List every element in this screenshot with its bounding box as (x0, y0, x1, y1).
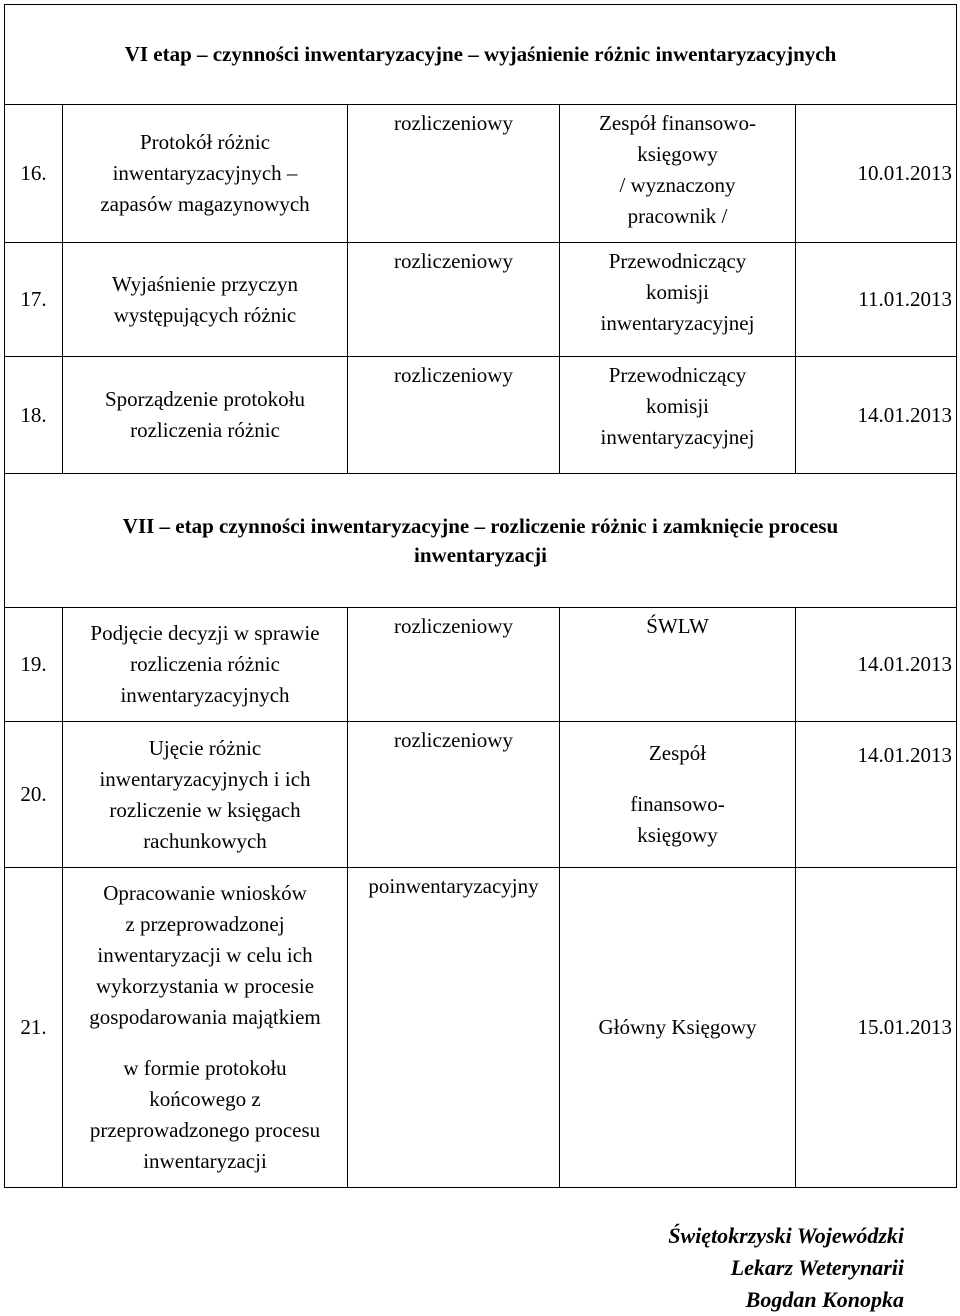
task-cell (63, 105, 348, 243)
type-cell: rozliczeniowy (348, 722, 560, 868)
responsible-line: inwentaryzacyjnej (600, 311, 755, 335)
task-line: inwentaryzacji (143, 1149, 267, 1173)
section-6-title: VI etap – czynności inwentaryzacyjne – wyjaśnienie różnic inwentaryzacyjnych (5, 5, 957, 105)
responsible-cell (560, 243, 796, 357)
task-line: inwentaryzacyjnych (120, 683, 290, 707)
responsible-line: inwentaryzacyjnej (600, 425, 755, 449)
table-row (5, 243, 957, 357)
row-number: 16. (5, 105, 63, 243)
responsible-cell (560, 105, 796, 243)
date-cell: 14.01.2013 (796, 608, 957, 722)
responsible-line: komisji (645, 280, 709, 304)
task-line: Ujęcie różnic (148, 735, 262, 760)
responsible-line: Przewodniczący (608, 363, 747, 387)
task-line: Podjęcie decyzji w sprawie (90, 621, 320, 645)
task-line: Protokół różnic (139, 130, 271, 154)
task-line: gospodarowania majątkiem (89, 1005, 321, 1029)
responsible-line: Zespół finansowo- (599, 111, 756, 135)
task-cell (63, 608, 348, 722)
responsible-line: finansowo- (630, 792, 725, 816)
task-line: inwentaryzacji w celu ich (97, 943, 313, 967)
task-cell (63, 722, 348, 868)
task-line: wykorzystania w procesie (95, 974, 315, 998)
section-7-title-line: VII – etap czynności inwentaryzacyjne – rozliczenie różnic i zamknięcie procesu (122, 513, 839, 538)
table-row (5, 357, 957, 474)
date-cell: 11.01.2013 (796, 243, 957, 357)
signature-block (668, 1220, 904, 1316)
responsible-cell: Główny Księgowy (560, 868, 796, 1188)
row-number: 17. (5, 243, 63, 357)
task-line: przeprowadzonego procesu (89, 1118, 321, 1142)
signature-line: Bogdan Konopka (745, 1287, 904, 1312)
responsible-line: Przewodniczący (608, 249, 747, 273)
row-number: 18. (5, 357, 63, 474)
date-cell: 14.01.2013 (796, 722, 957, 868)
responsible-line: pracownik / (627, 204, 728, 228)
row-number: 20. (5, 722, 63, 868)
task-line: w formie protokołu (123, 1056, 287, 1080)
date-cell: 14.01.2013 (796, 357, 957, 474)
table-row (5, 722, 957, 868)
spacer (63, 1033, 347, 1053)
type-cell: rozliczeniowy (348, 608, 560, 722)
task-cell (63, 868, 348, 1188)
table-row (5, 868, 957, 1188)
inventory-schedule-table (4, 4, 957, 1188)
task-line: rozliczenie w księgach (109, 797, 301, 822)
task-line: Opracowanie wniosków (103, 881, 307, 905)
responsible-line: księgowy (637, 823, 718, 847)
task-cell (63, 357, 348, 474)
task-line: końcowego z (149, 1087, 261, 1111)
responsible-line: komisji (645, 394, 709, 418)
type-cell: rozliczeniowy (348, 105, 560, 243)
row-number: 21. (5, 868, 63, 1188)
date-cell: 10.01.2013 (796, 105, 957, 243)
responsible-line: / wyznaczony (619, 173, 736, 197)
task-line: rozliczenia różnic (130, 652, 280, 676)
responsible-cell: ŚWLW (560, 608, 796, 722)
date-cell: 15.01.2013 (796, 868, 957, 1188)
section-7-title (5, 474, 957, 608)
section-7-header-row (5, 474, 957, 608)
section-6-header-row (5, 5, 957, 105)
signature-line: Lekarz Weterynarii (730, 1255, 904, 1280)
responsible-line: księgowy (637, 142, 718, 166)
section-7-title-line: inwentaryzacji (414, 542, 547, 567)
table-row (5, 105, 957, 243)
type-cell: poinwentaryzacyjny (348, 868, 560, 1188)
type-cell: rozliczeniowy (348, 243, 560, 357)
task-line: Wyjaśnienie przyczyn (112, 271, 298, 296)
responsible-line: Zespół (648, 741, 707, 765)
type-cell: rozliczeniowy (348, 357, 560, 474)
task-line: Sporządzenie protokołu (104, 387, 306, 411)
task-line: inwentaryzacyjnych i ich (99, 766, 311, 791)
task-line: rachunkowych (143, 828, 267, 853)
signature-line: Świętokrzyski Wojewódzki (668, 1223, 904, 1248)
task-cell (63, 243, 348, 357)
responsible-cell (560, 357, 796, 474)
task-line: zapasów magazynowych (100, 192, 310, 216)
spacer (560, 769, 795, 789)
responsible-cell (560, 722, 796, 868)
table-row (5, 608, 957, 722)
task-line: występujących różnic (113, 302, 297, 327)
task-line: z przeprowadzonej (125, 912, 285, 936)
task-line: inwentaryzacyjnych – (112, 161, 298, 185)
task-line: rozliczenia różnic (130, 418, 280, 442)
row-number: 19. (5, 608, 63, 722)
